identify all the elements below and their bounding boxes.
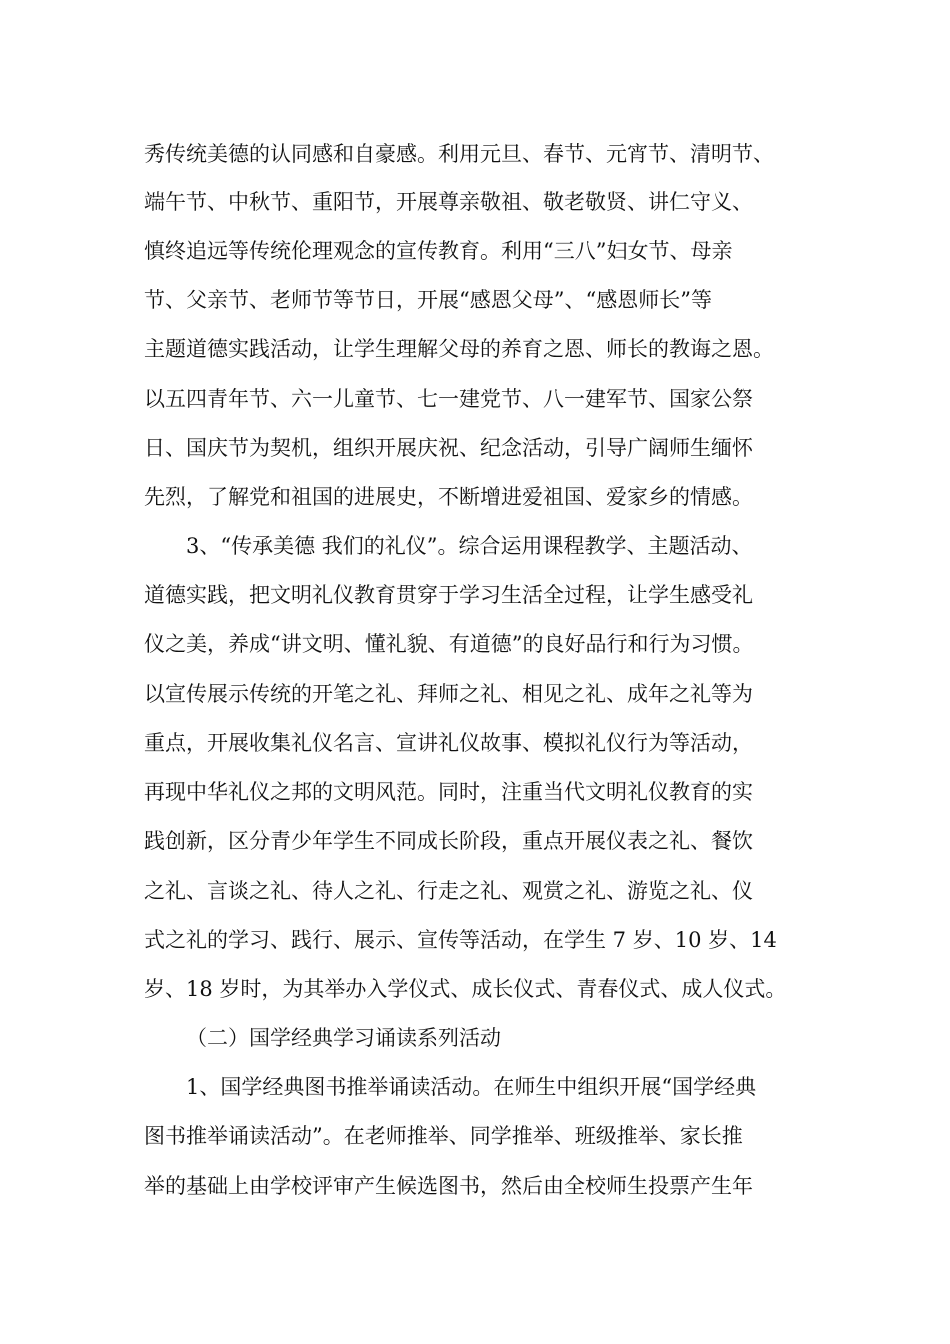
text-line: 式之礼的学习、践行、展示、宣传等活动，在学生 7 岁、10 岁、14 (144, 928, 777, 952)
text-line: 仪之美，养成“讲文明、懂礼貌、有道德”的良好品行和行为习惯。 (144, 632, 754, 656)
text-line: 主题道德实践活动，让学生理解父母的养育之恩、师长的教诲之恩。 (144, 337, 774, 361)
text-line: 举的基础上由学校评审产生候选图书，然后由全校师生投票产生年 (144, 1174, 753, 1198)
numbered-paragraph-start: 3、“传承美德 我们的礼仪”。综合运用课程教学、主题活动、 (186, 534, 753, 558)
text-line: 再现中华礼仪之邦的文明风范。同时，注重当代文明礼仪教育的实 (144, 780, 753, 804)
text-line: 以五四青年节、六一儿童节、七一建党节、八一建军节、国家公祭 (144, 387, 753, 411)
section-heading: （二）国学经典学习诵读系列活动 (186, 1026, 501, 1050)
text-line: 以宣传展示传统的开笔之礼、拜师之礼、相见之礼、成年之礼等为 (144, 682, 753, 706)
text-line: 慎终追远等传统伦理观念的宣传教育。利用“三八”妇女节、母亲 (144, 239, 733, 263)
text-line: 之礼、言谈之礼、待人之礼、行走之礼、观赏之礼、游览之礼、仪 (144, 879, 753, 903)
text-line: 日、国庆节为契机，组织开展庆祝、纪念活动，引导广阔师生缅怀 (144, 436, 753, 460)
text-line: 岁、18 岁时，为其举办入学仪式、成长仪式、青春仪式、成人仪式。 (144, 977, 787, 1001)
text-line: 图书推举诵读活动”。在老师推举、同学推举、班级推举、家长推 (144, 1124, 743, 1148)
text-line: 端午节、中秋节、重阳节，开展尊亲敬祖、敬老敬贤、讲仁守义、 (144, 190, 753, 214)
text-line: 践创新，区分青少年学生不同成长阶段，重点开展仪表之礼、餐饮 (144, 829, 753, 853)
text-line: 秀传统美德的认同感和自豪感。利用元旦、春节、元宵节、清明节、 (144, 142, 774, 166)
numbered-paragraph-start: 1、国学经典图书推举诵读活动。在师生中组织开展“国学经典 (186, 1075, 757, 1099)
text-line: 重点，开展收集礼仪名言、宣讲礼仪故事、模拟礼仪行为等活动， (144, 731, 753, 755)
text-line: 先烈，了解党和祖国的进展史，不断增进爱祖国、爱家乡的情感。 (144, 485, 753, 509)
text-line: 节、父亲节、老师节等节日，开展“感恩父母”、“感恩师长”等 (144, 288, 712, 312)
text-line: 道德实践，把文明礼仪教育贯穿于学习生活全过程，让学生感受礼 (144, 583, 753, 607)
